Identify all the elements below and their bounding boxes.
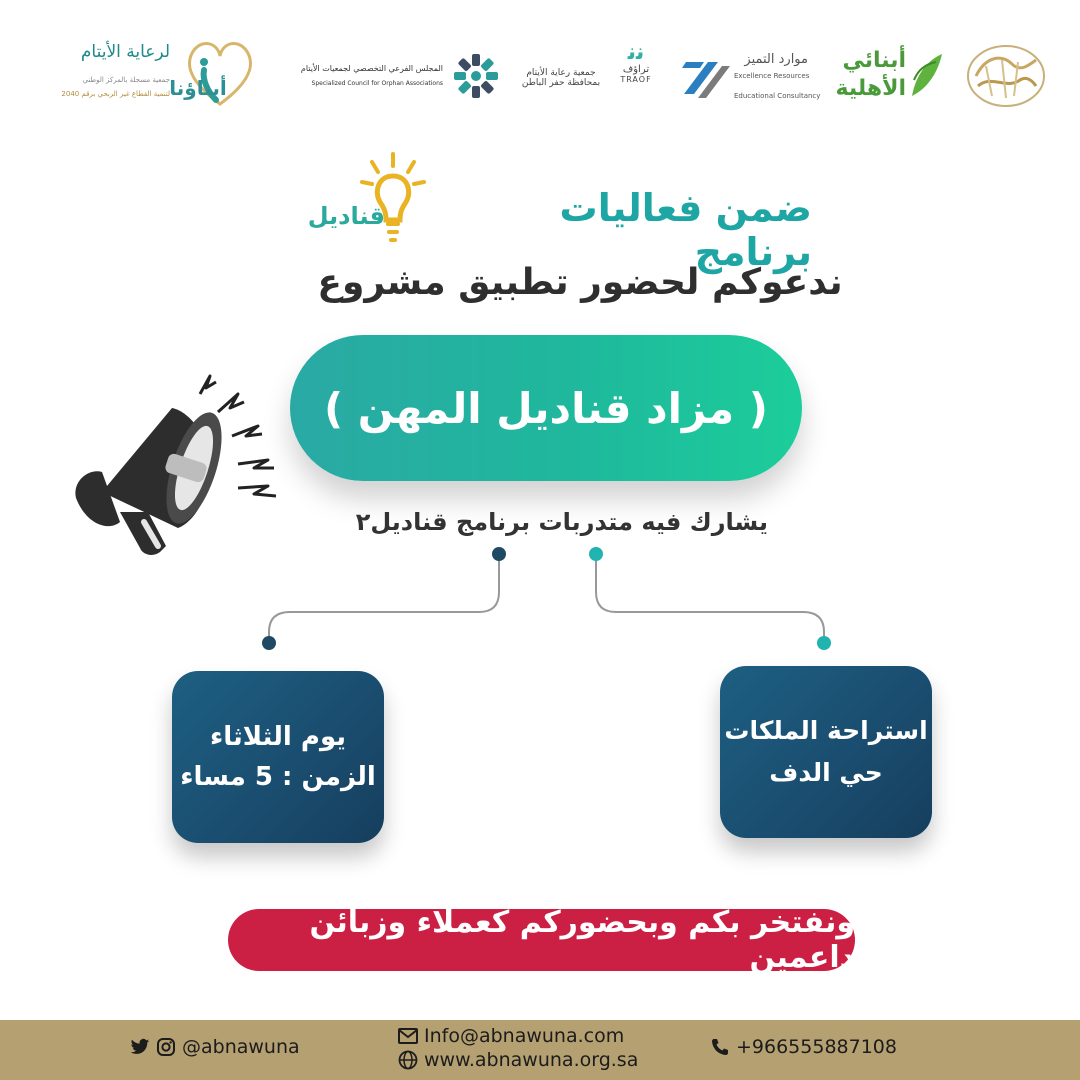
website-item[interactable] — [398, 1049, 638, 1071]
footer-bar — [0, 1020, 1080, 1080]
council-name-en: Specialized Council for Orphan Associations — [311, 80, 443, 87]
excellence-logo — [678, 44, 821, 106]
connector-lines — [0, 540, 1080, 664]
event-title-pill — [290, 335, 802, 481]
social-handle-item[interactable] — [130, 1036, 300, 1058]
instagram-icon — [156, 1037, 176, 1057]
phone-item[interactable] — [710, 1036, 897, 1058]
website: www.abnawuna.org.sa — [424, 1049, 639, 1071]
event-title: ( مزاد قناديل المهن ) — [323, 383, 769, 433]
email-item[interactable] — [398, 1025, 624, 1047]
charity-logo — [516, 68, 606, 100]
heart-icon — [180, 34, 260, 114]
program-name: قناديل — [307, 202, 385, 230]
excellence-en1: Excellence Resources — [734, 72, 810, 80]
day-line: يوم الثلاثاء — [209, 722, 347, 752]
school-line1: أبنائي — [842, 48, 906, 73]
excellence-ar: موارد التميز — [744, 52, 808, 67]
excellence-en2: Educational Consultancy — [734, 92, 821, 100]
globe-icon — [398, 1050, 418, 1070]
abnawuna-org-line2: لتنمية القطاع غير الربحي برقم 2040 — [61, 90, 170, 98]
traof-en: TRAOF — [620, 75, 652, 84]
invite-line: ندعوكم لحضور تطبيق مشروع — [317, 262, 843, 303]
social-handle: @abnawuna — [182, 1036, 300, 1058]
closing-text: ونفتخر بكم وبحضوركم كعملاء وزبائن داعمين — [309, 905, 855, 975]
abnawuna-logo — [30, 32, 240, 112]
traof-logo — [612, 42, 660, 98]
school-logo — [826, 40, 946, 108]
time-line: الزمن : 5 مساء — [180, 762, 376, 792]
leaf-icon — [908, 50, 944, 104]
email: Info@abnawuna.com — [424, 1025, 625, 1047]
abnawuna-brand: أبناؤنا — [169, 76, 227, 100]
time-box — [172, 671, 384, 843]
phone: +966555887108 — [736, 1036, 897, 1058]
envelope-icon — [398, 1028, 418, 1044]
program-prefix: ضمن فعاليات برنامج — [559, 186, 812, 274]
twitter-icon — [130, 1038, 150, 1056]
closing-banner — [228, 905, 855, 975]
program-heading — [0, 186, 1080, 274]
location-line1: استراحة الملكات — [724, 716, 928, 745]
location-box — [720, 666, 932, 838]
council-name-ar: المجلس الفرعي التخصصي لجمعيات الأيتام — [300, 64, 443, 73]
participants-line: يشارك فيه متدربات برنامج قناديل٢ — [355, 508, 768, 536]
traof-ar: تراؤف — [622, 64, 650, 75]
council-star-icon — [450, 50, 502, 106]
abnawuna-org-line1: جمعية مسجلة بالمركز الوطني — [82, 76, 170, 84]
excellence-mark-icon — [678, 50, 734, 110]
charity-line1: جمعية رعاية الأيتام — [526, 68, 596, 78]
phone-icon — [710, 1037, 730, 1057]
lightbulb-icon — [358, 150, 428, 254]
vision-calligraphy-logo — [962, 40, 1050, 116]
council-logo — [298, 50, 503, 100]
abnawuna-org-name: لرعاية الأيتام — [80, 42, 170, 62]
school-line2: الأهلية — [835, 76, 906, 101]
location-line2: حي الدف — [769, 758, 883, 787]
traof-mark-icon: ﻧﻧ — [627, 40, 645, 65]
charity-line2: بمحافظة حفر الباطن — [521, 78, 601, 88]
